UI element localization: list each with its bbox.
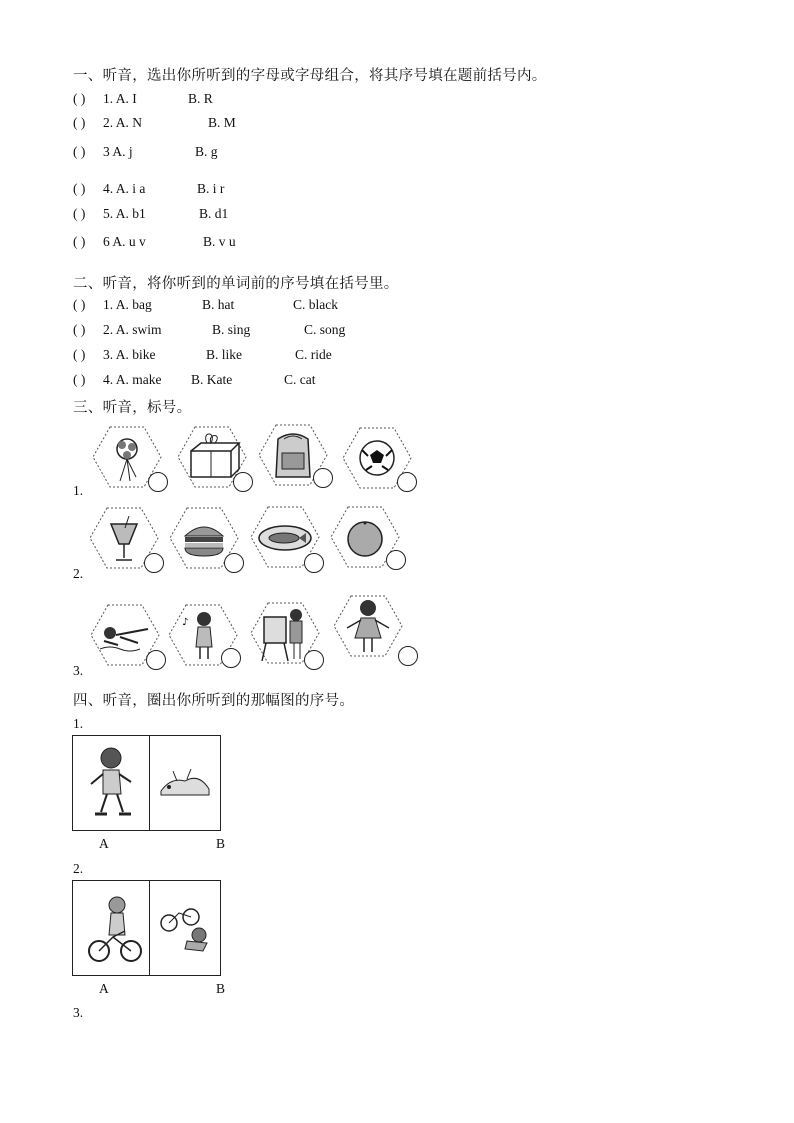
option-a: 5. A. b1 bbox=[103, 206, 146, 221]
s2-item-2 bbox=[73, 322, 393, 338]
answer-circle[interactable] bbox=[148, 472, 168, 492]
section2-heading: 二、听音，将你听到的单词前的序号填在括号里。 bbox=[73, 276, 399, 292]
s1-item-3 bbox=[73, 144, 373, 160]
option-a: 6 A. u v bbox=[103, 234, 146, 249]
answer-circle[interactable] bbox=[313, 468, 333, 488]
answer-paren[interactable]: ( ) bbox=[73, 181, 86, 196]
answer-paren[interactable]: ( ) bbox=[73, 297, 86, 312]
option-b: B. d1 bbox=[199, 206, 229, 221]
skating-kid-icon bbox=[83, 744, 141, 824]
option-a: 2. A. N bbox=[103, 115, 143, 130]
answer-circle[interactable] bbox=[146, 650, 166, 670]
option-b: B. M bbox=[208, 115, 236, 130]
s1-item-1 bbox=[73, 91, 373, 107]
option-c: C. song bbox=[304, 322, 346, 337]
option-a-label[interactable]: A bbox=[99, 981, 109, 996]
answer-paren[interactable]: ( ) bbox=[73, 322, 86, 337]
answer-paren[interactable]: ( ) bbox=[73, 91, 86, 106]
option-a: 4. A. make bbox=[103, 372, 162, 387]
sleeping-animal-icon bbox=[157, 761, 213, 801]
option-a: 3. A. bike bbox=[103, 347, 156, 362]
option-b: B. like bbox=[206, 347, 242, 362]
answer-circle[interactable] bbox=[386, 550, 406, 570]
answer-paren[interactable]: ( ) bbox=[73, 144, 86, 159]
picture-pair-1 bbox=[72, 735, 221, 831]
option-a: 1. A. I bbox=[103, 91, 137, 106]
s1-item-6 bbox=[73, 234, 373, 250]
s1-item-2 bbox=[73, 115, 373, 131]
option-c: C. cat bbox=[284, 372, 316, 387]
section3-heading: 三、听音，标号。 bbox=[73, 400, 192, 416]
option-b: B. Kate bbox=[191, 372, 233, 387]
dancing-girl-icon bbox=[333, 594, 403, 658]
answer-circle[interactable] bbox=[304, 650, 324, 670]
s2-item-3 bbox=[73, 347, 393, 363]
section4-heading: 四、听音，圈出你所听到的那幅图的序号。 bbox=[73, 693, 355, 709]
option-c: C. black bbox=[293, 297, 338, 312]
answer-circle[interactable] bbox=[398, 646, 418, 666]
s2-item-4 bbox=[73, 372, 393, 388]
option-b: B. i r bbox=[197, 181, 225, 196]
option-a-label[interactable]: A bbox=[99, 836, 109, 851]
svg-text:♪: ♪ bbox=[182, 617, 189, 628]
option-a: 3 A. j bbox=[103, 144, 133, 159]
section1-heading: 一、听音，选出你所听到的字母或字母组合，将其序号填在题前括号内。 bbox=[73, 68, 547, 84]
option-b: B. R bbox=[188, 91, 213, 106]
question-label: 2. bbox=[73, 861, 84, 876]
answer-paren[interactable]: ( ) bbox=[73, 234, 86, 249]
answer-circle[interactable] bbox=[397, 472, 417, 492]
answer-circle[interactable] bbox=[233, 472, 253, 492]
s2-item-1 bbox=[73, 297, 393, 313]
s1-item-4 bbox=[73, 181, 373, 197]
option-b: B. v u bbox=[203, 234, 236, 249]
answer-paren[interactable]: ( ) bbox=[73, 115, 86, 130]
answer-circle[interactable] bbox=[224, 553, 244, 573]
option-a: 2. A. swim bbox=[103, 322, 162, 337]
option-b: B. sing bbox=[212, 322, 251, 337]
option-b: B. g bbox=[195, 144, 218, 159]
answer-circle[interactable] bbox=[144, 553, 164, 573]
option-c: C. ride bbox=[295, 347, 332, 362]
kid-falling-off-bike-icon bbox=[157, 903, 213, 953]
row-label: 1. bbox=[73, 483, 84, 498]
option-a: 1. A. bag bbox=[103, 297, 152, 312]
row-label: 2. bbox=[73, 566, 84, 581]
answer-circle[interactable] bbox=[304, 553, 324, 573]
s1-item-5 bbox=[73, 206, 373, 222]
answer-circle[interactable] bbox=[221, 648, 241, 668]
answer-paren[interactable]: ( ) bbox=[73, 206, 86, 221]
answer-paren[interactable]: ( ) bbox=[73, 347, 86, 362]
row-label: 3. bbox=[73, 663, 84, 678]
option-b-label[interactable]: B bbox=[216, 981, 226, 996]
option-b: B. hat bbox=[202, 297, 235, 312]
question-label: 1. bbox=[73, 716, 84, 731]
girl-riding-bike-icon bbox=[83, 891, 143, 971]
question-label: 3. bbox=[73, 1005, 84, 1020]
picture-pair-2 bbox=[72, 880, 221, 976]
option-a: 4. A. i a bbox=[103, 181, 146, 196]
answer-paren[interactable]: ( ) bbox=[73, 372, 86, 387]
option-b-label[interactable]: B bbox=[216, 836, 226, 851]
